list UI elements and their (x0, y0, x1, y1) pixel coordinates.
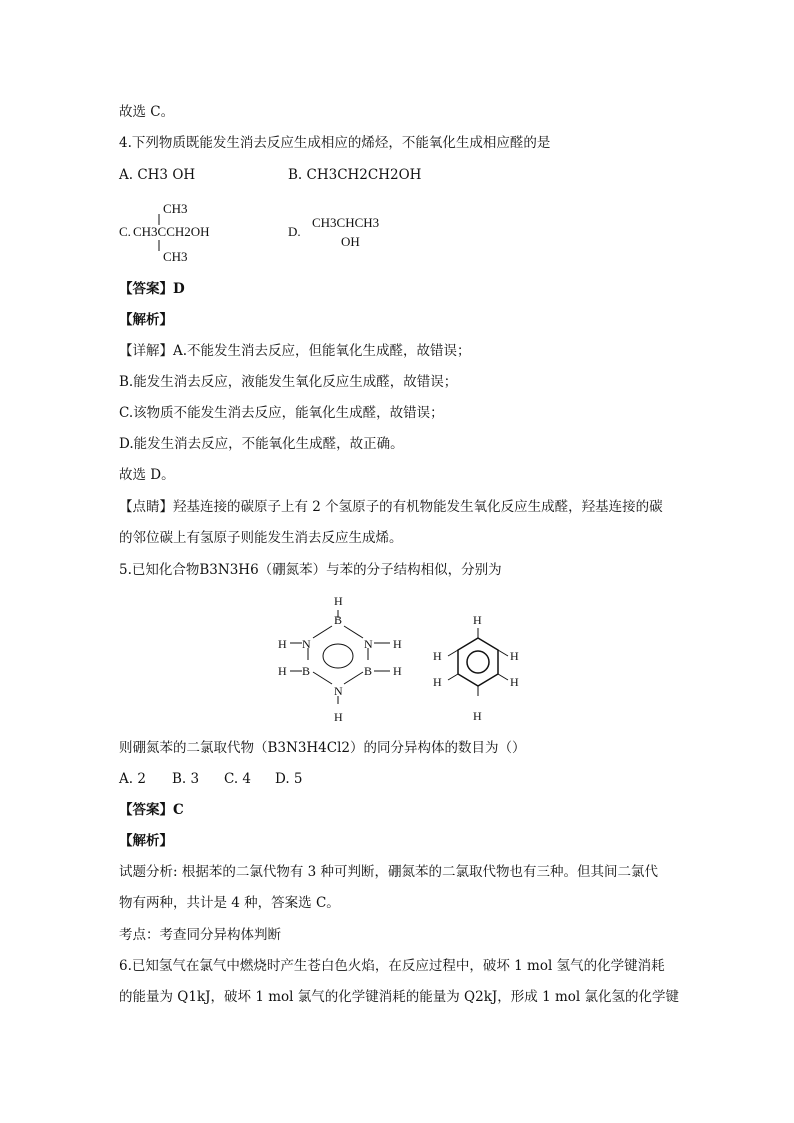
q5-analysis-line-2: 物有两种，共计是 4 种，答案选 C。 (119, 895, 340, 911)
q4-option-b: B. CH3CH2CH2OH (288, 167, 422, 183)
q4-option-c-letter: C. (119, 224, 131, 239)
q5-point: 考点：考查同分异构体判断 (119, 927, 281, 943)
borazine-h-top: H (334, 594, 343, 608)
q4-answer: 【答案】D (119, 281, 185, 297)
q5-option-b: B. 3 (172, 771, 200, 787)
borazine-h-right-bottom: H (393, 664, 402, 678)
q6-line-2: 的能量为 Q1kJ，破坏 1 mol 氯气的化学键消耗的能量为 Q2kJ，形成 1 mol 氯化氢的化学键 (119, 989, 679, 1005)
q4-detail-b: B.能发生消去反应，液能发生氧化反应生成醛，故错误； (119, 374, 458, 390)
benzene-h-upper-right: H (510, 649, 519, 663)
prev-conclusion: 故选 C。 (119, 104, 175, 120)
q4-comment-line-1: 【点睛】羟基连接的碳原子上有 2 个氢原子的有机物能发生氧化反应生成醛，羟基连接的碳 (119, 499, 663, 515)
q5-option-a: A. 2 (119, 771, 146, 787)
q4-option-c-top-methyl: CH3 (163, 201, 188, 216)
q4-option-c-bottom-methyl: CH3 (163, 249, 188, 264)
benzene-h-bottom: H (473, 709, 482, 723)
q4-option-c-bonds (150, 200, 170, 266)
borazine-n-right: N (364, 637, 373, 651)
q4-detail-a: 【详解】A.不能发生消去反应，但能氧化生成醛，故错误； (119, 343, 471, 359)
q4-option-a: A. CH3 OH (119, 167, 196, 183)
borazine-n-left: N (302, 637, 311, 651)
q4-option-d-main-chain: CH3CHCH3 (312, 215, 380, 230)
q4-detail-c: C.该物质不能发生消去反应，能氧化生成醛，故错误； (119, 405, 444, 421)
q4-option-d-letter: D. (288, 224, 301, 239)
borazine-b-right: B (364, 664, 373, 678)
q4-option-c-main-chain: CH3CCH2OH (133, 224, 210, 239)
borazine-h-bottom: H (334, 710, 343, 724)
q5-question: 则硼氮苯的二氯取代物（B3N3H4Cl2）的同分异构体的数目为（） (119, 740, 526, 756)
borazine-structure (268, 588, 418, 728)
q4-detail-d: D.能发生消去反应，不能氧化生成醛，故正确。 (119, 436, 404, 452)
benzene-structure (428, 610, 528, 728)
q5-option-c: C. 4 (224, 771, 252, 787)
q4-analysis-heading: 【解析】 (119, 312, 173, 328)
q5-answer: 【答案】C (119, 802, 184, 818)
borazine-n-bottom: N (334, 684, 343, 698)
borazine-b-top: B (334, 613, 343, 627)
q4-comment-line-2: 的邻位碳上有氢原子则能发生消去反应生成烯。 (119, 530, 403, 546)
q5-option-d: D. 5 (275, 771, 303, 787)
q5-analysis-heading: 【解析】 (119, 833, 173, 849)
benzene-h-lower-right: H (510, 675, 519, 689)
borazine-h-left-top: H (278, 637, 287, 651)
q5-stem: 5.已知化合物B3N3H6（硼氮苯）与苯的分子结构相似，分别为 (119, 562, 502, 578)
q5-analysis-line-1: 试题分析: 根据苯的二氯代物有 3 种可判断，硼氮苯的二氯取代物也有三种。但其间二氯代 (119, 864, 659, 880)
q4-stem: 4.下列物质既能发生消去反应生成相应的烯烃，不能氧化生成相应醛的是 (119, 135, 551, 151)
borazine-h-left-bottom: H (278, 664, 287, 678)
benzene-h-upper-left: H (433, 649, 442, 663)
borazine-b-left: B (302, 664, 311, 678)
borazine-h-right-top: H (393, 637, 402, 651)
q6-line-1: 6.已知氢气在氯气中燃烧时产生苍白色火焰，在反应过程中，破坏 1 mol 氢气的化学键消耗 (119, 958, 665, 974)
q4-option-d-hydroxyl: OH (341, 234, 360, 249)
benzene-h-top: H (473, 613, 482, 627)
q4-conclusion: 故选 D。 (119, 467, 175, 483)
benzene-h-lower-left: H (433, 675, 442, 689)
